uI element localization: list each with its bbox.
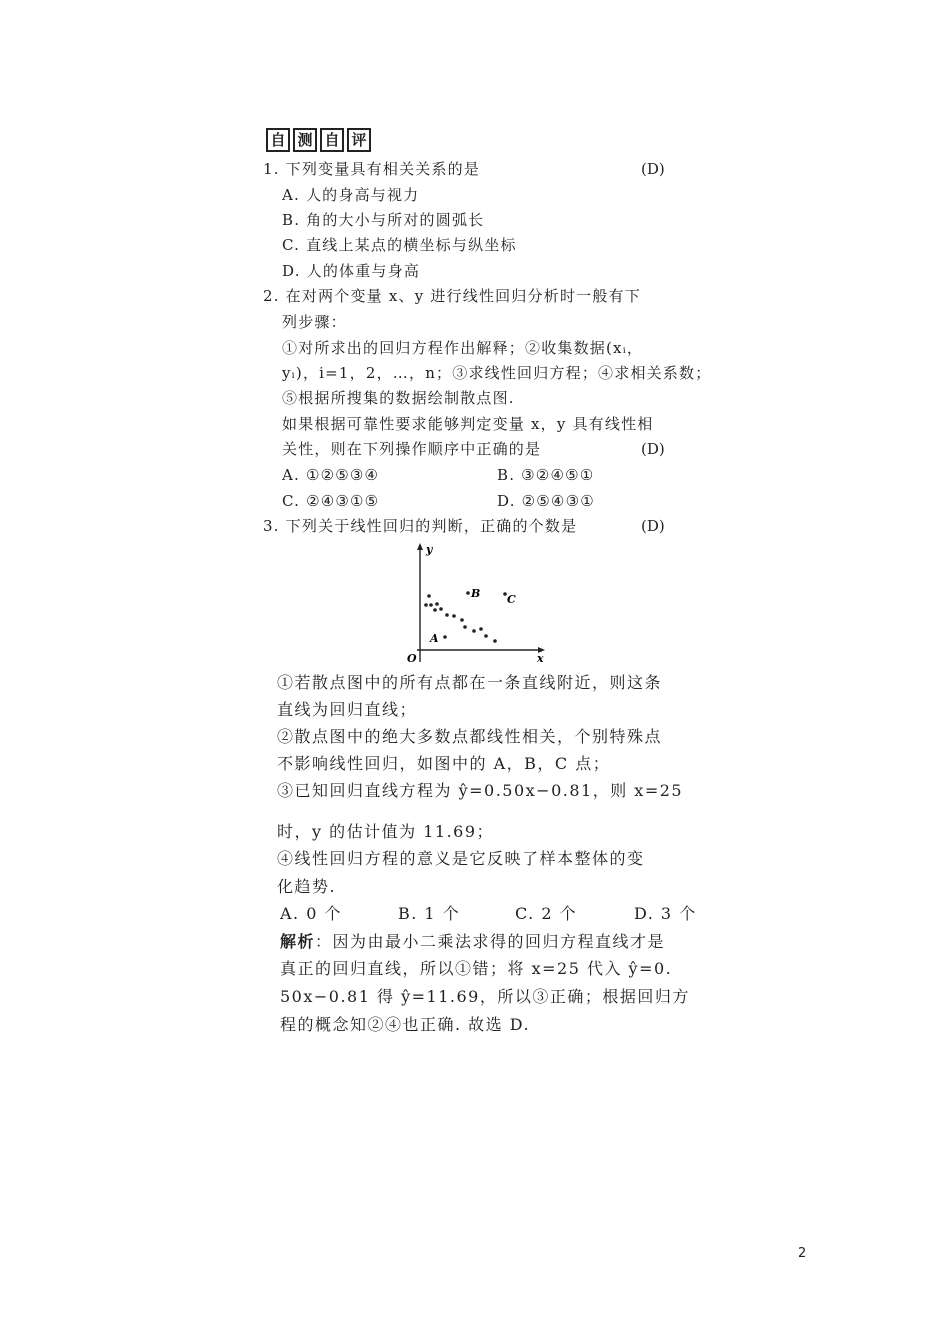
scatter-point [452,614,456,618]
y-axis-arrow [417,543,423,550]
q3-statement-6: 时，y 的估计值为 11.69； [277,822,495,841]
q1-option-c: C. 直线上某点的横坐标与纵坐标 [282,236,517,254]
analysis-label: 解析 [280,932,316,951]
q3-stem: 3. 下列关于线性回归的判断，正确的个数是 [263,517,578,535]
q3-statement-7: ④线性回归方程的意义是它反映了样本整体的变 [277,849,645,868]
analysis-line-4: 程的概念知②④也正确. 故选 D. [280,1015,531,1034]
header-char-4: 评 [347,128,371,152]
y-axis-label: y [426,543,433,556]
q1-option-d: D. 人的体重与身高 [282,262,421,280]
origin-label: O [407,652,417,665]
analysis-line-2: 真正的回归直线，所以①错；将 x=25 代入 ŷ=0. [280,959,673,978]
q3-option-b: B. 1 个 [398,904,461,923]
point-c [503,592,507,596]
q3-statement-3: ②散点图中的绝大多数点都线性相关，个别特殊点 [277,727,663,746]
q2-option-b: B. ③②④⑤① [497,466,595,484]
q2-answer: (D) [641,440,665,458]
q2-option-a: A. ①②⑤③④ [282,466,380,484]
analysis-line-1 [280,931,665,953]
header-char-1: 自 [266,128,290,152]
scatter-figure [395,538,555,668]
q2-line-1: 2. 在对两个变量 x、y 进行线性回归分析时一般有下 [263,287,641,305]
scatter-point [429,603,433,607]
scatter-point [439,607,443,611]
q2-option-d: D. ②⑤④③① [497,492,595,510]
q2-option-c: C. ②④③①⑤ [282,492,380,510]
scatter-point [433,608,437,612]
point-b-label: B [471,587,481,600]
q3-option-c: C. 2 个 [515,904,578,923]
header-char-3: 自 [320,128,344,152]
scatter-point [479,627,483,631]
section-header [266,128,371,152]
page-number: 2 [798,1246,807,1261]
q3-answer: (D) [641,517,665,535]
q2-line-4: yᵢ)，i=1，2，…，n；③求线性回归方程；④求相关系数； [282,364,712,382]
q2-line-5: ⑤根据所搜集的数据绘制散点图. [282,389,515,407]
q3-statement-8: 化趋势. [277,877,337,896]
scatter-point [472,629,476,633]
analysis-text-1: ：因为由最小二乘法求得的回归方程直线才是 [315,932,666,951]
scatter-point [445,613,449,617]
scatter-point [493,639,497,643]
q3-statement-5: ③已知回归直线方程为 ŷ=0.50x−0.81，则 x=25 [277,781,684,800]
analysis-line-3: 50x−0.81 得 ŷ=11.69，所以③正确；根据回归方 [280,987,690,1006]
q2-line-7: 关性，则在下列操作顺序中正确的是 [282,440,542,458]
scatter-point [427,594,431,598]
point-a-label: A [430,632,439,645]
q2-line-2: 列步骤： [282,313,347,331]
q1-answer: (D) [641,160,665,178]
scatter-point [463,625,467,629]
point-a [443,635,447,639]
q3-option-d: D. 3 个 [634,904,697,923]
q2-line-3: ①对所求出的回归方程作出解释；②收集数据(xᵢ， [282,339,644,357]
q3-statement-1: ①若散点图中的所有点都在一条直线附近，则这条 [277,673,663,692]
header-char-2: 测 [293,128,317,152]
point-c-label: C [507,593,516,606]
q1-option-a: A. 人的身高与视力 [282,186,420,204]
q1-stem: 1. 下列变量具有相关关系的是 [263,160,481,178]
q3-option-a: A. 0 个 [280,904,342,923]
q1-option-b: B. 角的大小与所对的圆弧长 [282,211,485,229]
point-b [466,591,470,595]
q3-statement-2: 直线为回归直线； [277,700,418,719]
scatter-point [460,618,464,622]
scatter-point [435,602,439,606]
q2-line-6: 如果根据可靠性要求能够判定变量 x，y 具有线性相 [282,415,654,433]
x-axis-label: x [537,652,544,665]
scatter-point [484,634,488,638]
scatter-point [424,603,428,607]
q3-statement-4: 不影响线性回归，如图中的 A，B，C 点； [277,754,611,773]
